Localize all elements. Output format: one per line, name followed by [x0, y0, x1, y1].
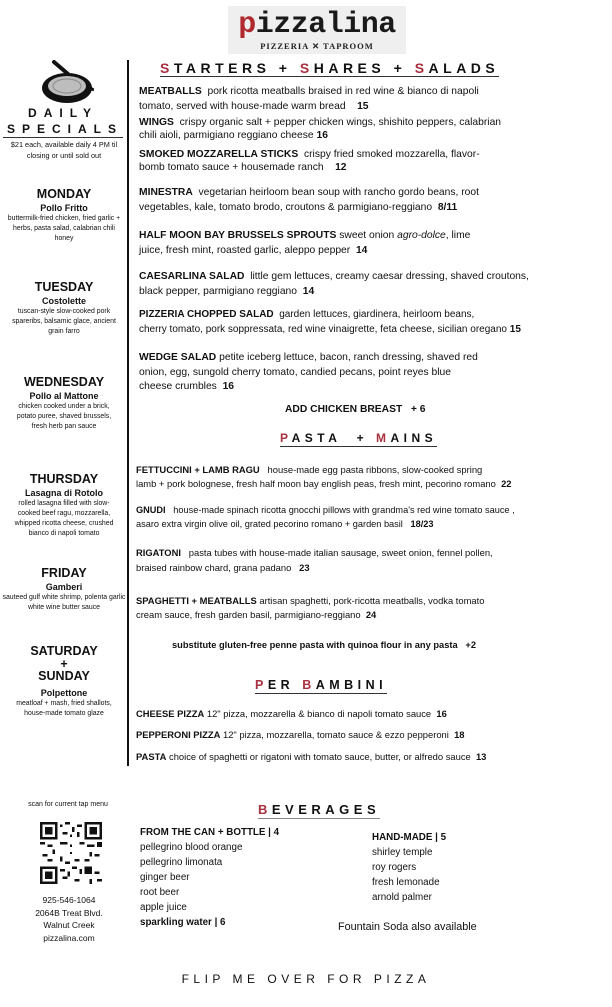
beverage-item: shirley temple [372, 847, 433, 858]
qr-caption: scan for current tap menu [28, 801, 108, 808]
handmade-header: HAND-MADE | 5 [372, 832, 447, 843]
gluten-free-note [172, 640, 476, 650]
item-desc: house-made spinach ricotta gnocchi pillows with grandma's red wine tomato sauce , [173, 505, 515, 515]
day-desc: chicken cooked under a brick, potato puree, shaved brussels, fresh herb pan sauce [16, 403, 112, 430]
day-dish: Gamberi [45, 582, 83, 592]
day-name: WEDNESDAY [23, 375, 105, 389]
item-price: 14 [355, 244, 368, 256]
item-desc: braised rainbow chard, grana padano [136, 562, 292, 573]
section-title-bambini [255, 678, 387, 694]
day-name: THURSDAY [29, 472, 99, 486]
title-part: ER [267, 678, 303, 692]
addon-label: ADD CHICKEN BREAST [285, 404, 403, 415]
tagline-pizzeria: PIZZERIA [260, 41, 309, 51]
city: Walnut Creek [43, 920, 95, 930]
menu-item-wedge-salad [139, 351, 609, 395]
website-link[interactable]: pizzalina.com [43, 932, 95, 943]
menu-item-chopped-salad [139, 308, 609, 337]
title-part: TARTERS + [173, 60, 300, 76]
item-desc: cheese crumbles [139, 381, 217, 392]
item-price: 24 [365, 609, 377, 620]
menu-item-fettuccini [136, 463, 606, 491]
daily-subtitle: $21 each, available daily 4 PM til closing or until sold out [10, 140, 118, 160]
item-price: 16 [316, 129, 328, 141]
item-desc: cream sauce, fresh garden basil, parmigiano-reggiano [136, 609, 361, 620]
item-desc: vegetables, kale, tomato brodo, croutons & parmigiano-reggiano [139, 201, 433, 213]
item-desc: sweet onion [339, 230, 395, 241]
logo-accent-letter: p [238, 8, 256, 42]
item-desc: black pepper, parmigiano reggiano [139, 285, 297, 297]
item-desc: , lime [445, 230, 471, 241]
item-price: 13 [475, 751, 487, 762]
item-desc: 12" pizza, mozzarella & bianco di napoli tomato sauce [206, 708, 432, 719]
day-dish: Pollo Fritto [40, 203, 88, 213]
item-price: 14 [302, 285, 315, 297]
can-bottle-header: FROM THE CAN + BOTTLE | 4 [140, 827, 280, 838]
item-price: 18/23 [410, 519, 434, 529]
flip-over-note: FLIP ME OVER FOR PIZZA [181, 972, 431, 986]
item-name: PIZZERIA CHOPPED SALAD [139, 309, 274, 320]
item-desc: vegetarian heirloom bean soup with rancho gordo beans, root [198, 187, 480, 198]
item-desc: lamb + pork bolognese, fresh half moon bay english peas, fresh mint, pecorino romano [136, 478, 496, 489]
logo-tagline [228, 41, 406, 52]
item-price: 15 [509, 323, 521, 335]
day-desc: meatloaf + mash, fried shallots, house-made tomato glaze [16, 700, 112, 717]
item-price: 23 [299, 562, 310, 573]
add-chicken-note [285, 404, 425, 415]
fountain-soda-note: Fountain Soda also available [338, 921, 477, 933]
item-name: PASTA [136, 751, 167, 762]
qr-code-icon[interactable] [40, 822, 102, 884]
title-initial: P [280, 431, 292, 445]
beverage-item: roy rogers [372, 862, 417, 873]
item-price: 16 [436, 708, 447, 719]
title-initial: P [255, 678, 268, 692]
section-title-pasta [280, 431, 437, 447]
item-name: RIGATONI [136, 547, 181, 558]
logo-rest: izzalina [255, 8, 396, 42]
day-name-plus: + [60, 657, 68, 671]
title-part: AINS [390, 431, 438, 445]
item-name: HALF MOON BAY BRUSSELS SPROUTS [139, 230, 337, 241]
item-desc: chili aioli, parmigiano reggiano cheese [139, 129, 314, 141]
item-price: 15 [357, 100, 369, 112]
daily-title-line2: SPECIALS [3, 122, 123, 138]
special-thursday [0, 472, 128, 539]
special-wednesday [0, 375, 128, 432]
menu-item-spaghetti-meatballs [136, 594, 606, 622]
item-price: 8/11 [437, 201, 458, 213]
item-desc-italic: agro-dolce [397, 230, 446, 241]
item-name: MEATBALLS [139, 86, 202, 97]
day-desc: buttermilk-fried chicken, fried garlic + herbs, pasta salad, calabrian chili honey [7, 215, 121, 242]
day-dish: Lasagna di Rotolo [24, 488, 103, 498]
tagline-taproom: TAPROOM [323, 41, 374, 51]
item-desc: house-made egg pasta ribbons, slow-cooked spring [267, 464, 483, 475]
beverages-handmade [372, 830, 446, 905]
day-name-sunday: SUNDAY [38, 669, 90, 683]
menu-item-pepperoni-pizza [136, 728, 606, 742]
item-desc: petite iceberg lettuce, bacon, ranch dressing, shaved red [219, 352, 478, 363]
day-name: TUESDAY [34, 280, 94, 294]
day-name: MONDAY [36, 187, 92, 201]
item-desc: garden lettuces, giardinera, heirloom beans, [279, 309, 475, 320]
title-part: AMBINI [315, 678, 388, 692]
item-desc: asaro extra virgin olive oil, grated pecorino romano + garden basil [136, 519, 403, 529]
day-dish: Costolette [41, 296, 86, 306]
street-address: 2064B Treat Blvd. [35, 907, 103, 918]
item-desc: cherry tomato, pork soppressata, red wine vinaigrette, feta cheese, sicilian oregano [139, 323, 507, 335]
daily-title-line1: DAILY [28, 106, 98, 120]
item-name: WEDGE SALAD [139, 352, 217, 363]
title-part: ALADS [428, 60, 500, 76]
item-name: CAESARLINA SALAD [139, 271, 245, 282]
beverages-can-bottle [140, 825, 279, 930]
item-name: MINESTRA [139, 187, 193, 198]
section-title-starters [160, 61, 499, 77]
item-name: PEPPERONI PIZZA [136, 729, 221, 740]
day-desc: rolled lasagna filled with slow-cooked beef ragu, mozzarella, whipped ricotta cheese, crushed bianco di napoli tomato [14, 500, 114, 537]
item-name: WINGS [139, 117, 174, 128]
item-desc: juice, fresh mint, roasted garlic, aleppo pepper [139, 244, 351, 256]
item-desc: choice of spaghetti or rigatoni with tomato sauce, butter, or alfredo sauce [169, 751, 471, 762]
item-desc: tomato, served with house-made warm bread [139, 100, 346, 112]
sparkling-water-item: sparkling water | 6 [140, 917, 226, 928]
item-name: FETTUCCINI + LAMB RAGU [136, 464, 260, 475]
contact-info [14, 894, 124, 944]
title-initial: B [258, 802, 272, 817]
day-dish: Polpettone [40, 688, 88, 698]
item-desc: onion, egg, sungold cherry tomato, candied pecans, point reyes blue [139, 366, 451, 378]
item-desc: pasta tubes with house-made italian sausage, sweet onion, fennel pollen, [188, 547, 493, 558]
day-desc: tuscan-style slow-cooked pork spareribs, balsamic glace, ancient grain farro [12, 308, 116, 335]
title-part: HARES + [313, 60, 415, 76]
menu-item-brussels-sprouts [139, 229, 609, 258]
item-price: 12 [335, 161, 347, 173]
menu-item-minestra [139, 186, 609, 215]
beverage-item: pellegrino blood orange [140, 842, 243, 853]
beverage-item: arnold palmer [372, 892, 432, 903]
menu-item-cheese-pizza [136, 707, 606, 721]
item-desc: little gem lettuces, creamy caesar dressing, shaved croutons, [250, 271, 529, 282]
item-name: SMOKED MOZZARELLA STICKS [139, 149, 299, 160]
day-desc: sauteed gulf white shrimp, polenta garlic white wine butter sauce [2, 594, 126, 611]
section-title-beverages [258, 803, 380, 819]
menu-item-kids-pasta [136, 750, 606, 764]
phone-number[interactable]: 925-546-1064 [42, 895, 96, 905]
special-tuesday [0, 280, 128, 337]
day-dish: Pollo al Mattone [29, 391, 99, 401]
item-desc: bomb tomato sauce + housemade ranch [139, 161, 324, 173]
addon-price: + 6 [410, 404, 426, 415]
menu-item-caesarlina-salad [139, 270, 609, 299]
gf-note-text: substitute gluten-free penne pasta with quinoa flour in any pasta [172, 640, 458, 650]
item-desc: crispy fried smoked mozzarella, flavor- [303, 149, 480, 160]
title-part: EVERAGES [271, 802, 381, 817]
item-price: 18 [454, 729, 465, 740]
item-name: SPAGHETTI + MEATBALLS [136, 595, 257, 606]
beverage-item: pellegrino limonata [140, 857, 223, 868]
title-part: ASTA + [291, 431, 376, 445]
title-initial: B [302, 678, 316, 692]
item-desc: pork ricotta meatballs braised in red wine & bianco di napoli [207, 86, 479, 97]
day-name-saturday: SATURDAY [30, 644, 98, 658]
menu-item-gnudi [136, 503, 606, 531]
item-desc: artisan spaghetti, pork-ricotta meatballs, vodka tomato [259, 595, 485, 606]
item-price: 22 [501, 478, 512, 489]
special-monday [0, 187, 128, 244]
title-initial: S [414, 60, 429, 76]
menu-item-mozzarella-sticks [139, 148, 609, 175]
day-name: FRIDAY [41, 566, 87, 580]
skillet-pan-icon [38, 58, 94, 106]
crossed-utensils-icon: ✕ [311, 41, 321, 51]
restaurant-logo [228, 6, 406, 54]
title-initial: S [160, 60, 174, 76]
menu-item-meatballs [139, 85, 609, 114]
logo-wordmark [228, 10, 406, 40]
beverage-item: ginger beer [140, 872, 190, 883]
item-desc: crispy organic salt + pepper chicken wings, shishito peppers, calabrian [179, 117, 502, 128]
special-weekend [0, 644, 128, 719]
special-friday [0, 566, 128, 613]
item-desc: 12" pizza, mozzarella, tomato sauce & ezzo pepperoni [223, 729, 449, 740]
menu-item-rigatoni [136, 546, 606, 575]
item-name: GNUDI [136, 505, 166, 515]
item-name: CHEESE PIZZA [136, 708, 205, 719]
title-initial: S [299, 60, 314, 76]
beverage-item: fresh lemonade [372, 877, 440, 888]
gf-note-price: +2 [465, 640, 477, 650]
menu-item-wings [139, 116, 609, 143]
title-initial: M [375, 431, 391, 445]
item-price: 16 [222, 381, 235, 392]
beverage-item: root beer [140, 887, 180, 898]
beverage-item: apple juice [140, 902, 187, 913]
